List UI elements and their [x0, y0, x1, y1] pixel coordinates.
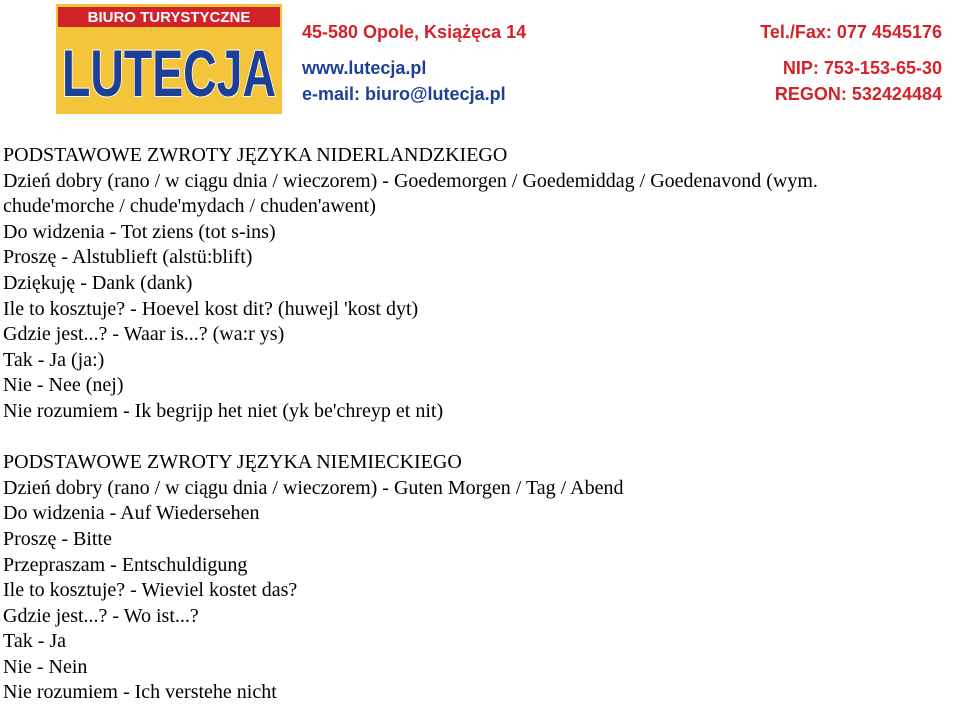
company-logo: [56, 4, 282, 114]
document-body: [3, 143, 957, 706]
phrase-line: Nie rozumiem - Ik begrijp het niet (yk be'chreyp et nit): [3, 399, 444, 422]
phrase-line: Proszę - Bitte: [3, 527, 112, 550]
phrase-line: Tak - Ja (ja:): [3, 348, 105, 371]
phrase-line: Nie - Nein: [3, 655, 88, 678]
phrase-line: Do widzenia - Auf Wiedersehen: [3, 502, 260, 525]
phrase-line: Dziękuję - Dank (dank): [3, 271, 193, 294]
company-nip: NIP: 753-153-65-30: [782, 58, 942, 78]
section-dutch-phrases: [3, 143, 957, 425]
phrase-line: Tak - Ja: [3, 630, 67, 653]
phrase-line: Nie - Nee (nej): [3, 374, 124, 397]
company-phone: Tel./Fax: 077 4545176: [760, 22, 942, 42]
company-email[interactable]: e-mail: biuro@lutecja.pl: [302, 84, 506, 104]
phrase-line: Ile to kosztuje? - Hoevel kost dit? (huwejl 'kost dyt): [3, 297, 419, 320]
logo-brand: LUTECJA: [62, 36, 276, 110]
logo-tagline: BIURO TURYSTYCZNE: [87, 9, 251, 26]
phrase-line: Nie rozumiem - Ich verstehe nicht: [3, 681, 277, 704]
phrase-line: Dzień dobry (rano / w ciągu dnia / wieczorem) - Goedemorgen / Goedemiddag / Goedenavond (wym.: [3, 169, 818, 192]
company-address: 45-580 Opole, Książęca 14: [302, 22, 527, 42]
phrase-line: Gdzie jest...? - Waar is...? (wa:r ys): [3, 323, 285, 346]
company-website[interactable]: www.lutecja.pl: [302, 58, 427, 78]
phrase-line: Do widzenia - Tot ziens (tot s-ins): [3, 220, 276, 243]
company-regon: REGON: 532424484: [774, 84, 942, 104]
section-title: PODSTAWOWE ZWROTY JĘZYKA NIDERLANDZKIEGO: [3, 144, 508, 166]
phrase-line: Przepraszam - Entschuldigung: [3, 553, 248, 576]
phrase-line: Ile to kosztuje? - Wieviel kostet das?: [3, 579, 298, 602]
phrase-line: Proszę - Alstublieft (alstü:blift): [3, 246, 253, 269]
letterhead: [0, 0, 960, 118]
phrase-line: chude'morche / chude'mydach / chuden'awent): [3, 195, 376, 218]
company-logo-graphic: [56, 4, 282, 114]
section-title: PODSTAWOWE ZWROTY JĘZYKA NIEMIECKIEGO: [3, 451, 462, 474]
section-german-phrases: [3, 450, 957, 706]
phrase-line: Dzień dobry (rano / w ciągu dnia / wieczorem) - Guten Morgen / Tag / Abend: [3, 476, 624, 499]
phrase-line: Gdzie jest...? - Wo ist...?: [3, 604, 199, 627]
